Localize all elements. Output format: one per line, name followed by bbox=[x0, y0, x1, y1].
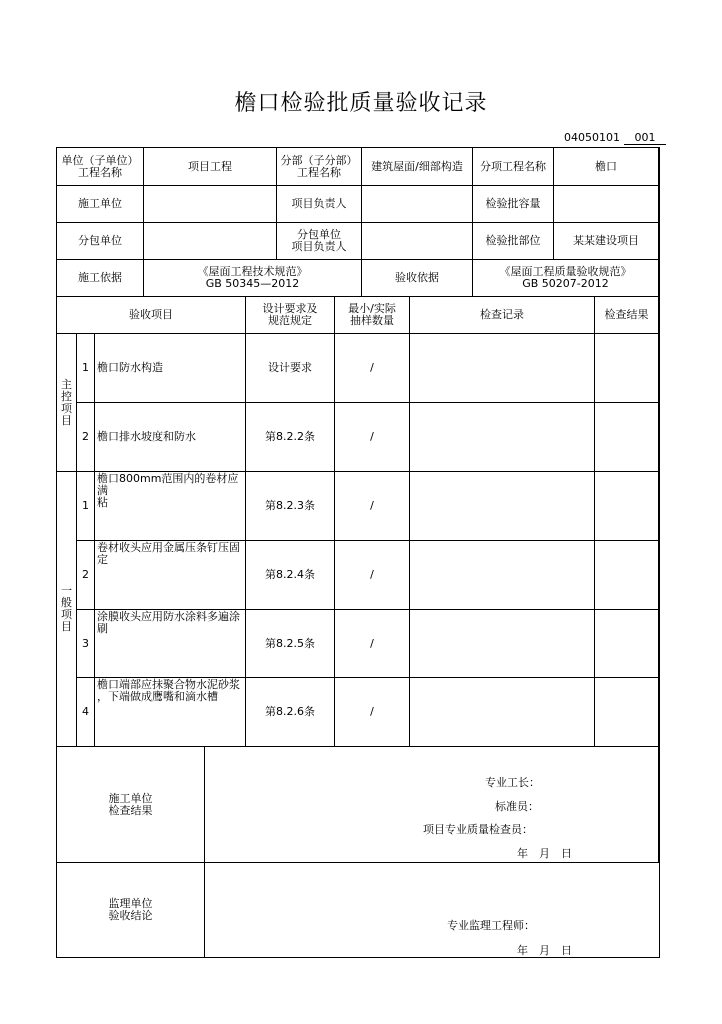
main-item-requirement: 第8.2.2条 bbox=[246, 403, 335, 472]
builder-value bbox=[144, 186, 277, 223]
main-item-no: 2 bbox=[77, 403, 95, 472]
general-item-result bbox=[595, 678, 659, 747]
sub-manager-label: 分包单位 项目负责人 bbox=[277, 223, 362, 260]
supervision-conclusion-label: 监理单位 验收结论 bbox=[57, 863, 205, 957]
builder-label: 施工单位 bbox=[57, 186, 144, 223]
project-manager-label: 项目负责人 bbox=[277, 186, 362, 223]
general-item-sample: / bbox=[335, 610, 410, 678]
general-item-result bbox=[595, 610, 659, 678]
batch-capacity-label: 检验批容量 bbox=[473, 186, 554, 223]
general-item-no: 3 bbox=[77, 610, 95, 678]
standard-officer-signature: 标准员： bbox=[495, 800, 539, 813]
construction-check-label: 施工单位 检查结果 bbox=[57, 747, 205, 863]
batch-capacity-value bbox=[554, 186, 659, 223]
main-item-sample: / bbox=[335, 334, 410, 403]
main-item-sample: / bbox=[335, 403, 410, 472]
subdivision-value: 建筑屋面/细部构造 bbox=[362, 148, 473, 186]
general-item-requirement: 第8.2.3条 bbox=[246, 472, 335, 541]
main-item-requirement: 设计要求 bbox=[246, 334, 335, 403]
main-item-record bbox=[410, 403, 595, 472]
general-item-result bbox=[595, 472, 659, 541]
subcontractor-label: 分包单位 bbox=[57, 223, 144, 260]
general-item-no: 2 bbox=[77, 541, 95, 610]
batch-location-value: 某某建设项目 bbox=[554, 223, 659, 260]
subdivision-label: 分部（子分部） 工程名称 bbox=[277, 148, 362, 186]
main-item-result bbox=[595, 403, 659, 472]
unit-project-value: 项目工程 bbox=[144, 148, 277, 186]
main-item-name: 檐口防水构造 bbox=[95, 334, 246, 403]
form-code-prefix: 04050101 bbox=[564, 131, 620, 144]
general-item-name: 檐口端部应抹聚合物水泥砂浆 ，下端做成鹰嘴和滴水槽 bbox=[95, 678, 246, 747]
item-project-value: 檐口 bbox=[554, 148, 659, 186]
quality-inspector-signature: 项目专业质量检查员： bbox=[423, 823, 533, 836]
general-item-requirement: 第8.2.5条 bbox=[246, 610, 335, 678]
supervisor-signature: 专业监理工程师： bbox=[447, 919, 535, 932]
item-project-label: 分项工程名称 bbox=[473, 148, 554, 186]
construction-date: 年 月 日 bbox=[517, 847, 572, 860]
form-code bbox=[564, 131, 666, 145]
main-item-name: 檐口排水坡度和防水 bbox=[95, 403, 246, 472]
general-item-record bbox=[410, 472, 595, 541]
main-item-record bbox=[410, 334, 595, 403]
general-item-record bbox=[410, 678, 595, 747]
supervision-conclusion-area bbox=[205, 863, 659, 957]
general-item-sample: / bbox=[335, 472, 410, 541]
col-check-record: 检查记录 bbox=[410, 297, 595, 334]
subcontractor-value bbox=[144, 223, 277, 260]
general-item-sample: / bbox=[335, 678, 410, 747]
project-manager-value bbox=[362, 186, 473, 223]
general-item-no: 4 bbox=[77, 678, 95, 747]
unit-project-label: 单位（子单位） 工程名称 bbox=[57, 148, 144, 186]
construction-basis-value: 《屋面工程技术规范》 GB 50345—2012 bbox=[144, 260, 362, 297]
supervision-date: 年 月 日 bbox=[517, 944, 572, 957]
general-item-sample: / bbox=[335, 541, 410, 610]
col-requirement: 设计要求及 规范规定 bbox=[246, 297, 335, 334]
general-item-result bbox=[595, 541, 659, 610]
general-item-name: 涂膜收头应用防水涂料多遍涂 刷 bbox=[95, 610, 246, 678]
batch-location-label: 检验批部位 bbox=[473, 223, 554, 260]
general-item-record bbox=[410, 610, 595, 678]
inspection-form bbox=[56, 147, 660, 958]
general-group: 一 般 项 目 bbox=[57, 472, 77, 747]
main-control-group: 主 控 项 目 bbox=[57, 334, 77, 472]
construction-basis-label: 施工依据 bbox=[57, 260, 144, 297]
construction-check-area bbox=[205, 747, 659, 863]
general-item-requirement: 第8.2.4条 bbox=[246, 541, 335, 610]
main-item-result bbox=[595, 334, 659, 403]
acceptance-basis-label: 验收依据 bbox=[362, 260, 473, 297]
main-item-no: 1 bbox=[77, 334, 95, 403]
general-item-requirement: 第8.2.6条 bbox=[246, 678, 335, 747]
general-item-name: 檐口800mm范围内的卷材应满 粘 bbox=[95, 472, 246, 541]
col-sample-count: 最小/实际 抽样数量 bbox=[335, 297, 410, 334]
foreman-signature: 专业工长： bbox=[485, 776, 540, 789]
general-item-no: 1 bbox=[77, 472, 95, 541]
page-title: 檐口检验批质量验收记录 bbox=[234, 91, 488, 116]
col-check-result: 检查结果 bbox=[595, 297, 659, 334]
acceptance-basis-value: 《屋面工程质量验收规范》 GB 50207-2012 bbox=[473, 260, 659, 297]
general-item-record bbox=[410, 541, 595, 610]
sub-manager-value bbox=[362, 223, 473, 260]
form-code-number: 001 bbox=[624, 131, 666, 145]
col-acceptance-item: 验收项目 bbox=[57, 297, 246, 334]
general-item-name: 卷材收头应用金属压条钉压固 定 bbox=[95, 541, 246, 610]
